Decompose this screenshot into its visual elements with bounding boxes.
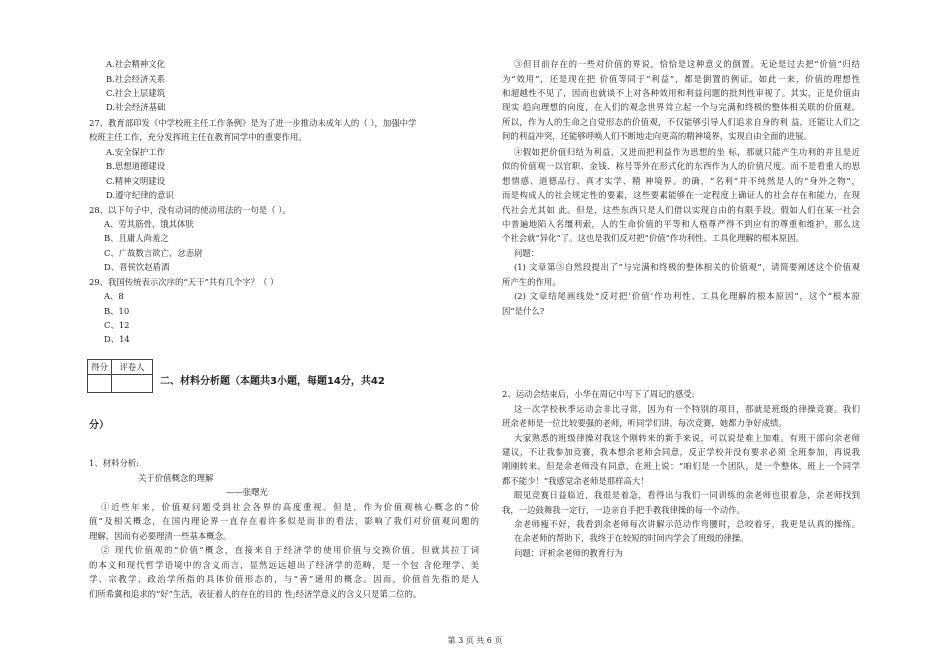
- paragraph-4-line: 想情感、道德品行、真才实学、精 神境界。的确，“名利”并不纯然是人的“身外之物”，: [502, 176, 860, 186]
- option-d: D、14: [104, 334, 130, 344]
- paragraph-4-line: 而是构成人的社会规定性的要素，这些要素能够在一定程度上确证人的社会存在和能力，在现: [502, 190, 860, 200]
- score-box: [87, 359, 153, 393]
- score-label: 得分: [88, 360, 112, 375]
- paragraph-8-line: 余老师瘦不好，我看到余老师每次讲解示范动作弯腰时，总咬着牙，我更是认真的操练。: [514, 519, 860, 529]
- paragraph-6-line: 大家熟悉的班级律操对我这个刚转来的新手来说，可以说是难上加难。有班干部向余老师: [514, 433, 860, 443]
- option-c: C.精神文明建设: [106, 176, 166, 186]
- option-a: A、劳其筋骨，饿其体肤: [104, 219, 194, 229]
- paragraph-4-line: ④假如把价值归结为利益，又进而把利益作为思想的坐 标，那就只能产生功利的并且是近: [514, 147, 860, 157]
- paragraph-3-line: 所以，作为人的生命之自觉形态的价值观，不仅能够引导人们追求自身的利 益，还能让人们之: [502, 117, 860, 127]
- paragraph-1-line: 理解，因而有必要理清一些基本概念。: [89, 531, 232, 541]
- page-footer: 第 3 页 共 6 页: [447, 636, 503, 645]
- option-b: B.社会经济关系: [106, 74, 166, 84]
- question-28: 28、以下句子中，没有动词的使动用法的一句是（ ）。: [89, 205, 291, 215]
- option-a: A.社会精神文化: [106, 59, 165, 69]
- material-1-label: 1、材料分析:: [89, 458, 140, 468]
- option-c: C、12: [104, 320, 130, 330]
- option-d: D、晋侯饮赵盾酒: [104, 262, 170, 272]
- option-c: C.社会上层建筑: [106, 88, 166, 98]
- question-27-line2: 校班主任工作，充分发挥班主任在教育同学中的重要作用。: [89, 132, 307, 142]
- paragraph-3-line: 和超越性不见了，因而也就谈不上对各种效用和利益问题的批判性审视了。其实，正是价值由: [502, 88, 860, 98]
- question-prompt: 问题：评析余老师的教育行为: [514, 548, 623, 558]
- question-27: 27、教育部印发《中学校班主任工作条例》是为了进一步推动未成年人的（ ），加强中学: [89, 118, 417, 128]
- paragraph-6-line: 都不能少！”我感觉余老师是那样高大！: [502, 476, 649, 486]
- sub-question-2: (2) 文章结尾画线处“反对把‘价值’作功利性、工具化理解的根本原因”，这个“根本原: [514, 291, 860, 301]
- paragraph-3-line: 间的利益冲突，还能够呼唤人们不断地走向更高的精神境界，实现自由全面的进展。: [502, 131, 812, 141]
- paragraph-7-line: 眼见竞赛日益临近，我很是着急，看得出与我们一同训练的余老师也很着急，余老师找到: [514, 490, 860, 500]
- paragraph-4-line: 中普遍地陷入名缰利索，人的生命价值的平等和人格尊严得不到应有的尊重和维护，那么这: [502, 219, 860, 229]
- article-title: 关于价值概念的理解: [138, 473, 214, 483]
- paragraph-1-line: ①近些年来，价值观问题受到社会各界的高度重视。但是，作为价值观核心概念的“价: [101, 502, 479, 512]
- paragraph-2-line: 学、宗教学、政治学所指的具体价值形态的，与“善”通用的概念。因而，价值首先指的是人: [89, 574, 479, 584]
- paragraph-3-line: 为“效用”，还是现在把 价值等同于“利益”，都是倒置的例证。如此一来，价值的理想性: [502, 74, 860, 84]
- paragraph-6-line: 刚刚转来。但是余老师没有同意，在班上说：“咱们是一个团队，是一个整体，班上一个同学: [502, 461, 860, 471]
- paragraph-1-line: 值”及相关概念，在国内理论界一直存在着许多似是而非的看法，影响了我们对价值观问题的: [89, 516, 479, 526]
- paragraph-8-line: 在余老师的帮助下，我终于在较短的时间内学会了班级的律操。: [514, 533, 749, 543]
- score-box-divider: [111, 374, 112, 392]
- paragraph-6-line: 建议，不让我参加竞赛，我本想余老师会同意，反正学校并没有要求必须 全班参加，再说我: [502, 447, 860, 457]
- paragraph-3-line: 现实 趋向理想的向度，在人们的观念世界耸立起一个与完满和终极的整体相关联的价值观。: [502, 102, 860, 112]
- grader-label: 评卷人: [112, 360, 152, 375]
- section-heading: 二、材料分析题（本题共3小题，每题14分，共42: [160, 376, 385, 387]
- article-author: ——张曙光: [226, 487, 268, 497]
- sub-question-2-cont: 因”是什么?: [502, 306, 545, 316]
- paragraph-5-line: 班余老师是一位比较要强的老师，听同学们讲，每次竞赛，她都力争好成绩。: [502, 418, 787, 428]
- paragraph-2-line: ② 现代价值观的“价值”概念，直接来自于经济学的使用价值与交换价值，但就其拉丁词: [101, 545, 479, 555]
- sub-question-1: (1) 文章第③自然段提出了“与完满和终极的整体相关的价值观”，请简要阐述这个价值观: [514, 262, 860, 272]
- sub-question-1-cont: 所产生的作用。: [502, 277, 561, 287]
- paragraph-5-line: 这一次学校秋季运动会非比寻常，因为有一个特别的项目，那就是班级的律操竞赛。我们: [514, 404, 860, 414]
- option-a: A、8: [104, 291, 124, 301]
- paragraph-4-line: 似的价值观一以官职、金钱、称号等外在形式化的东西作为人的价值尺度。而不是看重人的思: [502, 161, 860, 171]
- question-29: 29、我国传统表示次序的“天干”共有几个字？（ ）: [89, 277, 279, 287]
- option-d: D.社会经济基础: [106, 102, 166, 112]
- option-d: D.遵守纪律的意识: [106, 190, 174, 200]
- paragraph-3-line: ③但目前存在的一些对价值的界说，恰恰是这种意义的倒置。无论是过去把“价值”归结: [514, 59, 860, 69]
- option-c: C、广故数言欲亡，忿恚尉: [104, 248, 203, 258]
- paragraph-2-line: 们所希冀和追求的“好”生活，表征着人的存在的目的 性;经济学意义的含义只是第二位的。: [89, 589, 422, 599]
- paragraph-4-line: 代社会尤其如 此。但是，这些东西只是人们借以实现自由的有限手段。假如人们在某一社会: [502, 205, 860, 215]
- option-b: B.思想道德建设: [106, 161, 166, 171]
- question-2-intro: 2、运动会结束后，小华在周记中写下了周记的感受:: [502, 389, 695, 399]
- paragraph-4-line: 个社会就“异化”了。这也是我们反对把“价值”作功利性、工具化理解的根本原因。: [502, 233, 804, 243]
- option-a: A.安全保护工作: [106, 147, 165, 157]
- option-b: B、10: [104, 306, 130, 316]
- section-heading-cont: 分）: [89, 420, 109, 431]
- option-b: B、且庸人尚羞之: [104, 233, 169, 243]
- paragraph-7-line: 我，一边鼓舞我一定行，一边亲自手把手教我律操的每一个动作。: [502, 505, 745, 515]
- question-label: 问题：: [514, 248, 540, 258]
- paragraph-2-line: 的本义和现代哲学语境中的含义而言，显然远远超出了经济学的范畴，是一个包 含伦理学、美: [89, 560, 479, 570]
